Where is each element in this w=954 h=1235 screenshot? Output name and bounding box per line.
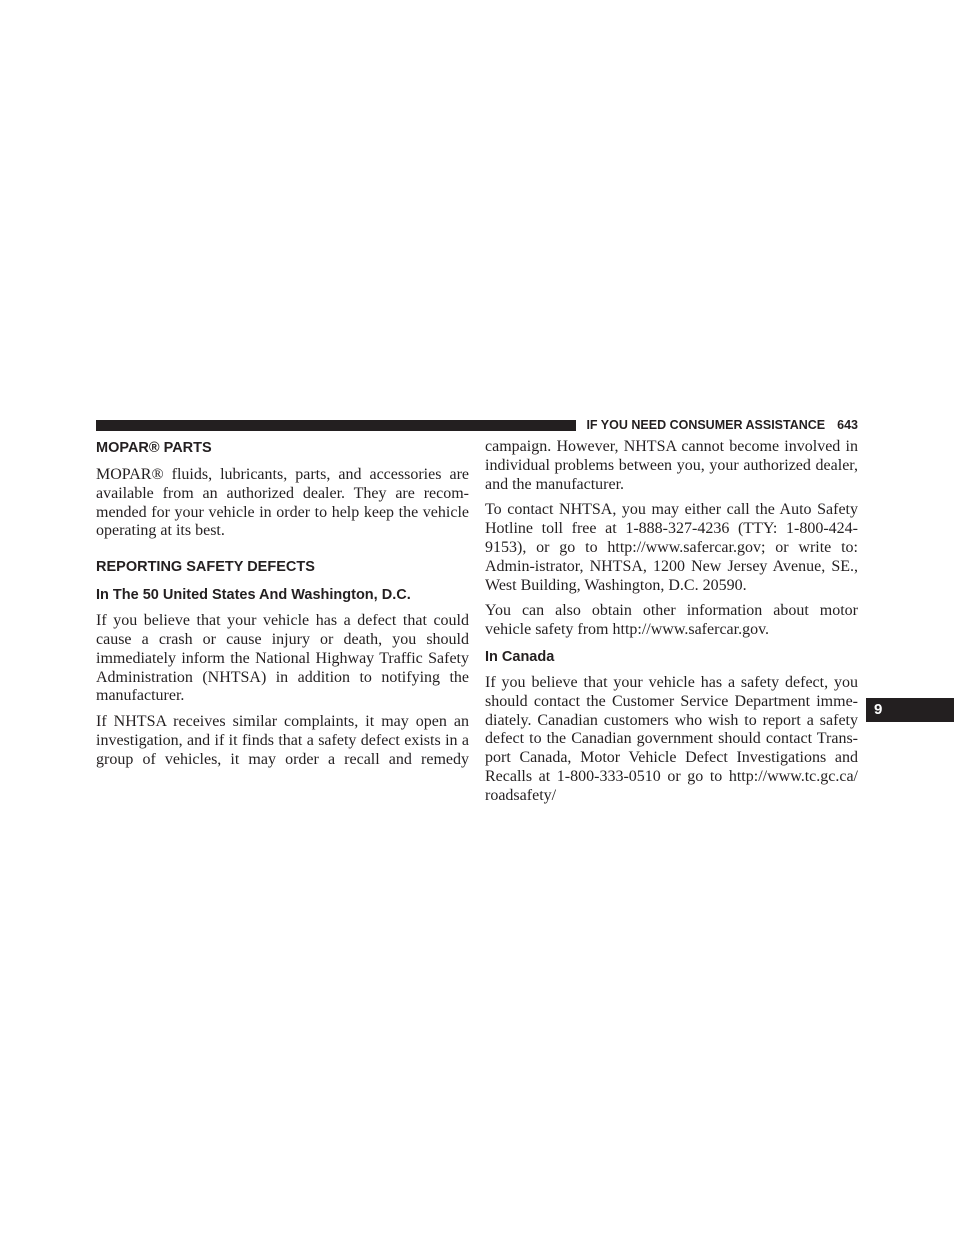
safety-defect-paragraph-1: If you believe that your vehicle has a defect that could cause a crash or cause injury or death, you should immediately inform the National Highway Traffic Safety Administration (NHTSA) in addition to notifying the manufacturer. (96, 612, 469, 705)
right-column (485, 438, 858, 813)
chapter-number: 9 (874, 701, 883, 718)
header-rule (96, 420, 576, 431)
mopar-parts-heading: MOPAR® PARTS (96, 440, 212, 456)
nhtsa-campaign-paragraph: campaign. However, NHTSA cannot become involved in individual problems between you, your authorized dealer, and the manufacturer. (485, 438, 858, 493)
nhtsa-contact-paragraph: To contact NHTSA, you may either call the Auto Safety Hotline toll free at 1-888-327-4236 (TTY: 1-800-424- 9153), or go to http://www.safercar.gov; or write to: Admin-istrator, NHTSA, 1200 New Jersey Avenue, SE., West Building, Washington, D.C. 20590. (485, 501, 858, 594)
chapter-tab (866, 698, 954, 722)
safety-defect-paragraph-2: If NHTSA receives similar complaints, it may open an investigation, and if it finds that a safety defect exists in a group of vehicles, it may order a recall and remedy (96, 713, 469, 768)
mopar-parts-paragraph: MOPAR® fluids, lubricants, parts, and accessories are available from an authorized dealer. They are recom-mended for your vehicle in order to help keep the vehicle operating at its best. (96, 466, 469, 540)
motor-vehicle-safety-info-paragraph: You can also obtain other information about motor vehicle safety from http://www.safercar.gov. (485, 602, 858, 639)
header-section-title: IF YOU NEED CONSUMER ASSISTANCE (586, 418, 826, 432)
canada-paragraph: If you believe that your vehicle has a safety defect, you should contact the Customer Service Department imme-diately. Canadian customers who wish to report a safety defect to the Canadian government should contact Trans-port Canada, Motor Vehicle Defect Investigations and Recalls at 1-800-333-0510 or go to http://www.tc.gc.ca/ roadsafety/ (485, 673, 858, 804)
in-canada-subheading: In Canada (485, 648, 555, 665)
running-header (586, 417, 858, 433)
page-number: 643 (837, 418, 858, 432)
us-dc-subheading: In The 50 United States And Washington, D.C. (96, 587, 411, 604)
left-column (96, 438, 469, 777)
reporting-safety-defects-heading: REPORTING SAFETY DEFECTS (96, 559, 315, 576)
